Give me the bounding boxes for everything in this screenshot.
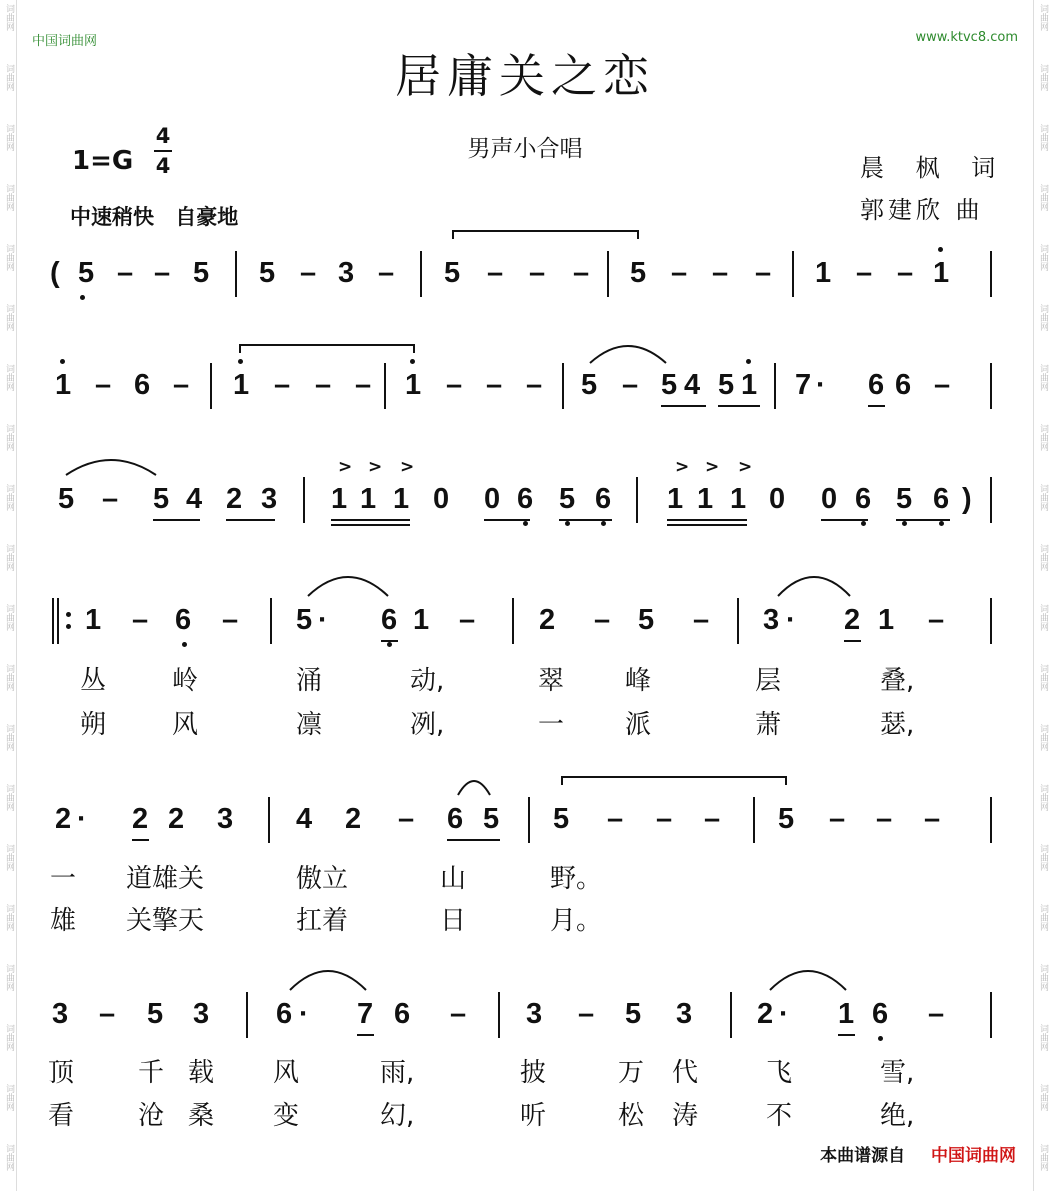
note: 1 bbox=[331, 483, 348, 515]
barline bbox=[607, 251, 609, 297]
lyric-syllable: 载 bbox=[188, 1058, 215, 1088]
lyric-syllable: 雪, bbox=[880, 1058, 915, 1088]
watermark-text: 词曲网 bbox=[4, 244, 14, 271]
note: 6 bbox=[276, 998, 293, 1030]
watermark-text: 词曲网 bbox=[1038, 844, 1048, 871]
note: – bbox=[671, 257, 688, 289]
underline-beam bbox=[226, 519, 275, 521]
barline bbox=[246, 992, 248, 1038]
note: 5 bbox=[896, 483, 913, 515]
note: 5 bbox=[78, 257, 95, 289]
lyric-syllable: 幻, bbox=[380, 1101, 415, 1131]
watermark-text: 词曲网 bbox=[4, 184, 14, 211]
slur bbox=[66, 460, 156, 475]
note: – bbox=[526, 369, 543, 401]
note: 6 bbox=[933, 483, 950, 515]
note: 0 bbox=[484, 483, 501, 515]
note: · bbox=[786, 604, 796, 636]
note: · bbox=[816, 369, 826, 401]
lyric-syllable: 日 bbox=[440, 906, 467, 936]
note: 5 bbox=[58, 483, 75, 515]
lyric-syllable: 岭 bbox=[172, 666, 199, 696]
barline bbox=[730, 992, 732, 1038]
note: 6 bbox=[447, 803, 464, 835]
tempo-marking: 中速稍快 自豪地 bbox=[70, 205, 239, 229]
footer-site-link[interactable]: 中国词曲网 bbox=[931, 1146, 1016, 1166]
note: – bbox=[529, 257, 546, 289]
site-name-top-left[interactable]: 中国词曲网 bbox=[32, 34, 98, 49]
watermark-text: 词曲网 bbox=[4, 424, 14, 451]
lyric-syllable: 看 bbox=[48, 1101, 75, 1131]
barline bbox=[792, 251, 794, 297]
lyric-syllable: 山 bbox=[440, 864, 467, 894]
octave-dot bbox=[523, 521, 528, 526]
watermark-text: 词曲网 bbox=[1038, 64, 1048, 91]
note: – bbox=[300, 257, 317, 289]
slur bbox=[770, 971, 846, 990]
note: – bbox=[398, 803, 415, 835]
octave-dot bbox=[182, 642, 187, 647]
slur bbox=[458, 781, 490, 795]
note: – bbox=[934, 369, 951, 401]
lyric-syllable: 傲立 bbox=[296, 864, 349, 894]
note: 5 bbox=[259, 257, 276, 289]
octave-dot bbox=[746, 359, 751, 364]
watermark-text: 词曲网 bbox=[1038, 484, 1048, 511]
octave-dot bbox=[938, 247, 943, 252]
note: 1 bbox=[85, 604, 102, 636]
barline bbox=[210, 363, 212, 409]
watermark-text: 词曲网 bbox=[1038, 364, 1048, 391]
underline-beam bbox=[667, 519, 747, 521]
lyric-syllable: 凛 bbox=[296, 710, 323, 740]
note: 7 bbox=[795, 369, 812, 401]
note: 5 bbox=[718, 369, 735, 401]
lyric-syllable: 扛着 bbox=[296, 906, 349, 936]
note: 2 bbox=[345, 803, 362, 835]
lyricist-credit: 晨 枫 词 bbox=[860, 154, 1008, 182]
watermark-text: 词曲网 bbox=[4, 844, 14, 871]
note: 5 bbox=[630, 257, 647, 289]
accent-mark: > bbox=[738, 457, 753, 477]
note: – bbox=[378, 257, 395, 289]
slur bbox=[308, 577, 388, 596]
accent-mark: > bbox=[400, 457, 415, 477]
note: 1 bbox=[55, 369, 72, 401]
octave-dot bbox=[66, 612, 71, 617]
lyric-syllable: 飞 bbox=[766, 1058, 793, 1088]
barline bbox=[420, 251, 422, 297]
note: 4 bbox=[186, 483, 203, 515]
note: – bbox=[897, 257, 914, 289]
note: 2 bbox=[132, 803, 149, 835]
note: 1 bbox=[838, 998, 855, 1030]
watermark-text: 词曲网 bbox=[1038, 304, 1048, 331]
note: 3 bbox=[676, 998, 693, 1030]
barline bbox=[990, 992, 992, 1038]
underline-beam bbox=[331, 519, 410, 521]
time-top: 4 bbox=[155, 124, 171, 148]
time-signature bbox=[154, 122, 172, 180]
watermark-text: 词曲网 bbox=[1038, 244, 1048, 271]
note: – bbox=[487, 257, 504, 289]
lyric-syllable: 风 bbox=[172, 710, 199, 740]
underline-beam bbox=[844, 640, 861, 642]
note: 5 bbox=[581, 369, 598, 401]
note: 5 bbox=[483, 803, 500, 835]
note: 1 bbox=[815, 257, 832, 289]
watermark-text: 词曲网 bbox=[1038, 1024, 1048, 1051]
watermark-text: 词曲网 bbox=[1038, 544, 1048, 571]
barline bbox=[384, 363, 386, 409]
note: – bbox=[486, 369, 503, 401]
lyric-syllable: 一 bbox=[538, 710, 565, 740]
lyric-syllable: 萧 bbox=[755, 710, 782, 740]
octave-dot bbox=[60, 359, 65, 364]
underline-beam bbox=[661, 405, 706, 407]
barline bbox=[303, 477, 305, 523]
tie-bracket bbox=[453, 231, 638, 239]
underline-beam bbox=[838, 1034, 855, 1036]
barline bbox=[235, 251, 237, 297]
accent-mark: > bbox=[705, 457, 720, 477]
watermark-text: 词曲网 bbox=[1038, 1084, 1048, 1111]
watermark-text: 词曲网 bbox=[4, 664, 14, 691]
barline bbox=[990, 477, 992, 523]
note: 0 bbox=[433, 483, 450, 515]
note: – bbox=[578, 998, 595, 1030]
note: – bbox=[693, 604, 710, 636]
octave-dot bbox=[66, 624, 71, 629]
lyric-syllable: 披 bbox=[520, 1058, 547, 1088]
watermark-text: 词曲网 bbox=[1038, 124, 1048, 151]
barline bbox=[990, 598, 992, 644]
note: · bbox=[318, 604, 328, 636]
song-subtitle: 男声小合唱 bbox=[467, 136, 583, 162]
tie-bracket bbox=[562, 777, 786, 785]
note: 3 bbox=[261, 483, 278, 515]
lyric-syllable: 顶 bbox=[48, 1058, 75, 1088]
lyric-syllable: 丛 bbox=[80, 666, 107, 696]
note: 6 bbox=[517, 483, 534, 515]
note: 3 bbox=[763, 604, 780, 636]
note: – bbox=[755, 257, 772, 289]
watermark-text: 词曲网 bbox=[1038, 724, 1048, 751]
underline-beam bbox=[868, 405, 885, 407]
octave-dot bbox=[902, 521, 907, 526]
octave-dot bbox=[861, 521, 866, 526]
note: 2 bbox=[844, 604, 861, 636]
note: – bbox=[274, 369, 291, 401]
lyric-syllable: 派 bbox=[625, 710, 652, 740]
watermark-text: 词曲网 bbox=[1038, 964, 1048, 991]
lyric-syllable: 代 bbox=[672, 1058, 699, 1088]
composer-credit: 郭建欣 曲 bbox=[860, 196, 984, 224]
barline bbox=[562, 363, 564, 409]
note: 6 bbox=[595, 483, 612, 515]
note: 1 bbox=[741, 369, 758, 401]
lyric-syllable: 沧 bbox=[138, 1101, 165, 1131]
note: 6 bbox=[895, 369, 912, 401]
note: 2 bbox=[757, 998, 774, 1030]
note: 3 bbox=[217, 803, 234, 835]
note: – bbox=[154, 257, 171, 289]
barline bbox=[52, 598, 54, 644]
watermark-text: 词曲网 bbox=[4, 724, 14, 751]
note: 2 bbox=[539, 604, 556, 636]
note: 5 bbox=[661, 369, 678, 401]
note: 1 bbox=[933, 257, 950, 289]
note: 4 bbox=[296, 803, 313, 835]
slur bbox=[290, 971, 366, 990]
note: 6 bbox=[175, 604, 192, 636]
note: – bbox=[573, 257, 590, 289]
watermark-text: 词曲网 bbox=[4, 544, 14, 571]
song-title: 居庸关之恋 bbox=[395, 49, 655, 103]
note: 6 bbox=[855, 483, 872, 515]
lyric-syllable: 叠, bbox=[880, 666, 915, 696]
left-watermark-strip bbox=[0, 0, 17, 1191]
note: – bbox=[459, 604, 476, 636]
note: 1 bbox=[878, 604, 895, 636]
note: – bbox=[928, 998, 945, 1030]
lyric-syllable: 冽, bbox=[410, 710, 445, 740]
note: – bbox=[656, 803, 673, 835]
note: 5 bbox=[559, 483, 576, 515]
tie-bracket bbox=[240, 345, 414, 353]
watermark-text: 词曲网 bbox=[4, 1144, 14, 1171]
note: – bbox=[117, 257, 134, 289]
note: 1 bbox=[360, 483, 377, 515]
note: – bbox=[704, 803, 721, 835]
barline bbox=[268, 797, 270, 843]
octave-dot bbox=[565, 521, 570, 526]
note: – bbox=[173, 369, 190, 401]
lyric-syllable: 涌 bbox=[296, 666, 323, 696]
lyric-syllable: 野。 bbox=[550, 864, 603, 894]
octave-dot bbox=[80, 295, 85, 300]
watermark-text: 词曲网 bbox=[4, 604, 14, 631]
note: 1 bbox=[697, 483, 714, 515]
underline-beam bbox=[667, 524, 747, 526]
watermark-text: 词曲网 bbox=[4, 64, 14, 91]
octave-dot bbox=[238, 359, 243, 364]
watermark-text: 词曲网 bbox=[1038, 784, 1048, 811]
site-url-top-right[interactable]: www.ktvc8.com bbox=[915, 30, 1018, 45]
barline bbox=[753, 797, 755, 843]
barline bbox=[636, 477, 638, 523]
octave-dot bbox=[601, 521, 606, 526]
octave-dot bbox=[387, 642, 392, 647]
barline bbox=[528, 797, 530, 843]
lyric-syllable: 松 bbox=[618, 1101, 645, 1131]
octave-dot bbox=[939, 521, 944, 526]
note: 6 bbox=[134, 369, 151, 401]
note: – bbox=[99, 998, 116, 1030]
note: – bbox=[446, 369, 463, 401]
watermark-text: 词曲网 bbox=[4, 1024, 14, 1051]
lyric-syllable: 朔 bbox=[80, 710, 107, 740]
note: – bbox=[876, 803, 893, 835]
barline bbox=[990, 251, 992, 297]
barline bbox=[737, 598, 739, 644]
underline-beam bbox=[447, 839, 500, 841]
note: 2 bbox=[168, 803, 185, 835]
note: 1 bbox=[233, 369, 250, 401]
watermark-text: 词曲网 bbox=[4, 364, 14, 391]
watermark-text: 词曲网 bbox=[1038, 604, 1048, 631]
note: 5 bbox=[553, 803, 570, 835]
note: · bbox=[77, 803, 87, 835]
note: 2 bbox=[55, 803, 72, 835]
watermark-text: 词曲网 bbox=[4, 304, 14, 331]
lyric-syllable: 瑟, bbox=[880, 710, 915, 740]
watermark-text: 词曲网 bbox=[4, 484, 14, 511]
note: – bbox=[928, 604, 945, 636]
note: – bbox=[222, 604, 239, 636]
underline-beam bbox=[381, 640, 398, 642]
watermark-text: 词曲网 bbox=[1038, 424, 1048, 451]
watermark-text: 词曲网 bbox=[4, 4, 14, 31]
barline bbox=[498, 992, 500, 1038]
note: 3 bbox=[193, 998, 210, 1030]
note: – bbox=[607, 803, 624, 835]
note: – bbox=[132, 604, 149, 636]
barline bbox=[990, 363, 992, 409]
note: – bbox=[712, 257, 729, 289]
watermark-text: 词曲网 bbox=[4, 784, 14, 811]
lyric-syllable: 风 bbox=[273, 1058, 300, 1088]
watermark-text: 词曲网 bbox=[1038, 664, 1048, 691]
key-signature: 1=G bbox=[72, 146, 134, 176]
time-bar bbox=[154, 150, 172, 152]
lyric-syllable: 翠 bbox=[538, 666, 565, 696]
watermark-text: 词曲网 bbox=[4, 904, 14, 931]
lyric-syllable: 层 bbox=[755, 666, 782, 696]
note: 5 bbox=[778, 803, 795, 835]
barline bbox=[270, 598, 272, 644]
note: 6 bbox=[394, 998, 411, 1030]
watermark-text: 词曲网 bbox=[1038, 904, 1048, 931]
lyric-syllable: 变 bbox=[273, 1101, 300, 1131]
lyric-syllable: 绝, bbox=[880, 1101, 915, 1131]
note: · bbox=[299, 998, 309, 1030]
note: 2 bbox=[226, 483, 243, 515]
watermark-text: 词曲网 bbox=[4, 964, 14, 991]
note: – bbox=[102, 483, 119, 515]
lyric-syllable: 动, bbox=[410, 666, 445, 696]
watermark-text: 词曲网 bbox=[4, 124, 14, 151]
underline-beam bbox=[357, 1034, 374, 1036]
slur bbox=[778, 577, 850, 596]
accent-mark: > bbox=[338, 457, 353, 477]
accent-mark: > bbox=[675, 457, 690, 477]
octave-dot bbox=[878, 1036, 883, 1041]
octave-dot bbox=[410, 359, 415, 364]
note: 4 bbox=[684, 369, 701, 401]
lyric-syllable: 桑 bbox=[188, 1101, 215, 1131]
lyric-syllable: 峰 bbox=[625, 666, 652, 696]
watermark-text: 词曲网 bbox=[4, 1084, 14, 1111]
note: 0 bbox=[769, 483, 786, 515]
barline bbox=[990, 797, 992, 843]
watermark-text: 词曲网 bbox=[1038, 4, 1048, 31]
lyric-syllable: 涛 bbox=[672, 1101, 699, 1131]
barline bbox=[57, 598, 59, 644]
note: 5 bbox=[193, 257, 210, 289]
note: 1 bbox=[405, 369, 422, 401]
note: 6 bbox=[868, 369, 885, 401]
note: 5 bbox=[147, 998, 164, 1030]
underline-beam bbox=[132, 839, 149, 841]
time-bottom: 4 bbox=[155, 154, 171, 178]
note: 5 bbox=[638, 604, 655, 636]
lyric-syllable: 万 bbox=[618, 1058, 645, 1088]
lyric-syllable: 关擎天 bbox=[126, 906, 205, 936]
note: 1 bbox=[393, 483, 410, 515]
lyric-syllable: 月。 bbox=[550, 906, 603, 936]
lyric-syllable: 千 bbox=[138, 1058, 165, 1088]
barline bbox=[512, 598, 514, 644]
note: ) bbox=[962, 483, 972, 515]
slur bbox=[590, 346, 666, 363]
note: 3 bbox=[526, 998, 543, 1030]
note: – bbox=[355, 369, 372, 401]
note: 1 bbox=[667, 483, 684, 515]
note: 5 bbox=[153, 483, 170, 515]
lyric-syllable: 不 bbox=[766, 1101, 793, 1131]
note: 7 bbox=[357, 998, 374, 1030]
note: 3 bbox=[338, 257, 355, 289]
note: 5 bbox=[625, 998, 642, 1030]
note: 1 bbox=[730, 483, 747, 515]
lyric-syllable: 雨, bbox=[380, 1058, 415, 1088]
note: 0 bbox=[821, 483, 838, 515]
note: 5 bbox=[444, 257, 461, 289]
underline-beam bbox=[331, 524, 410, 526]
note: – bbox=[622, 369, 639, 401]
note: 3 bbox=[52, 998, 69, 1030]
lyric-syllable: 一 bbox=[50, 864, 77, 894]
barline bbox=[774, 363, 776, 409]
watermark-text: 词曲网 bbox=[1038, 184, 1048, 211]
note: 5 bbox=[296, 604, 313, 636]
footer-source bbox=[820, 1141, 1016, 1166]
note: 6 bbox=[381, 604, 398, 636]
note: · bbox=[779, 998, 789, 1030]
note: – bbox=[924, 803, 941, 835]
note: – bbox=[594, 604, 611, 636]
note: – bbox=[315, 369, 332, 401]
lyric-syllable: 听 bbox=[520, 1101, 547, 1131]
note: 1 bbox=[413, 604, 430, 636]
note: – bbox=[95, 369, 112, 401]
lyric-syllable: 雄 bbox=[50, 906, 77, 936]
lyric-syllable: 道雄关 bbox=[126, 864, 205, 894]
accent-mark: > bbox=[368, 457, 383, 477]
note: 6 bbox=[872, 998, 889, 1030]
note: – bbox=[856, 257, 873, 289]
note: ( bbox=[50, 257, 60, 289]
right-watermark-strip bbox=[1033, 0, 1050, 1191]
note: – bbox=[450, 998, 467, 1030]
underline-beam bbox=[718, 405, 760, 407]
footer-label: 本曲谱源自 bbox=[820, 1146, 906, 1166]
underline-beam bbox=[153, 519, 200, 521]
note: – bbox=[829, 803, 846, 835]
watermark-text: 词曲网 bbox=[1038, 1144, 1048, 1171]
